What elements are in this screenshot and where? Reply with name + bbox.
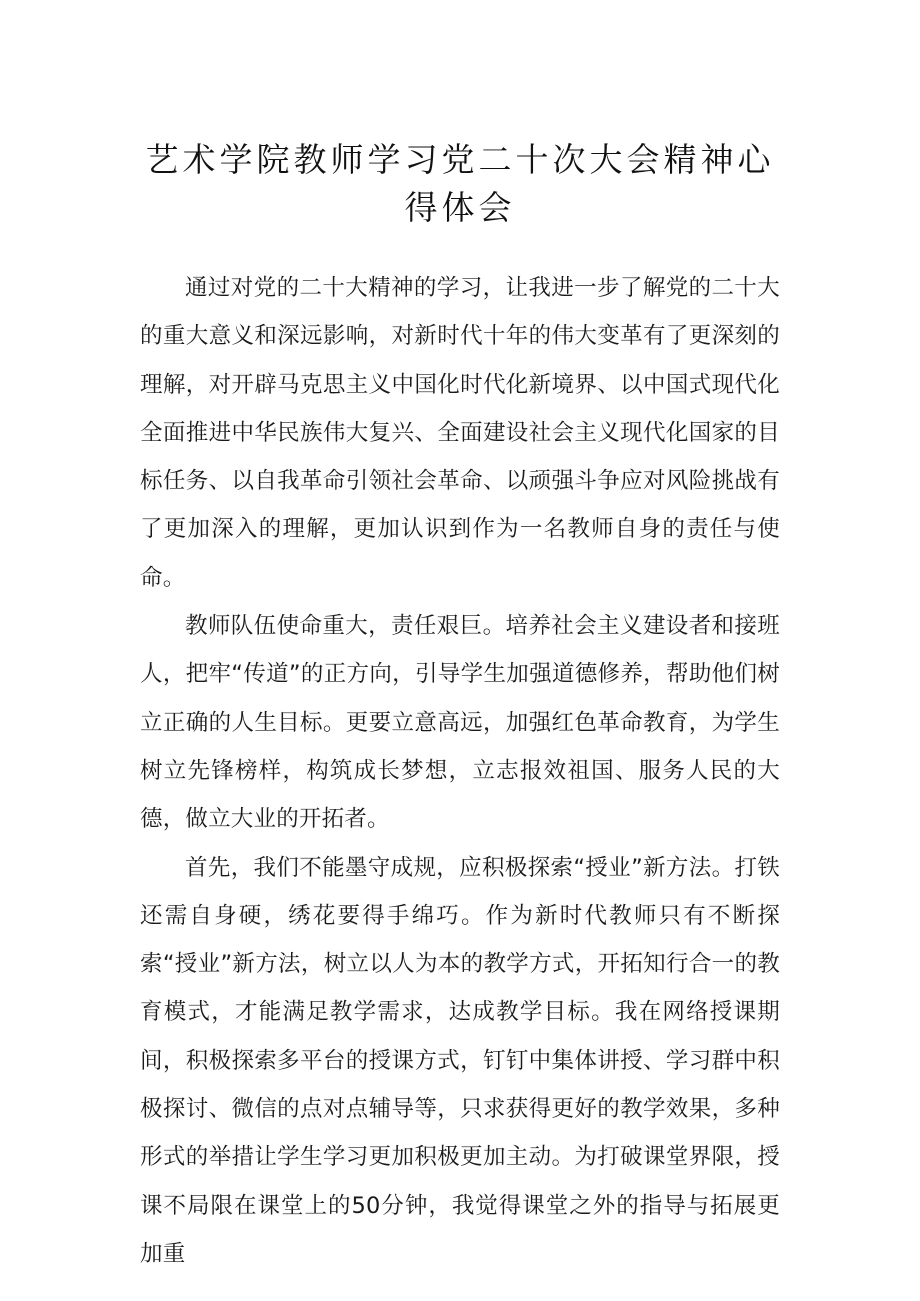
paragraph: 首先，我们不能墨守成规，应积极探索“授业”新方法。打铁还需自身硬，绣花要得手绵巧。作为新时代教师只有不断探索“授业”新方法，树立以人为本的教学方式，开拓知行合一的教育模式，才能满足教学需求，达成教学目标。我在网络授课期间，积极探索多平台的授课方式，钉钉中集体讲授、学习群中积极探讨、微信的点对点辅导等，只求获得更好的教学效果，多种形式的举措让学生学习更加积极更加主动。为打破课堂界限，授课不局限在课堂上的50分钟，我觉得课堂之外的指导与拓展更加重 [140, 854, 780, 1267]
paragraph: 教师队伍使命重大，责任艰巨。培养社会主义建设者和接班人，把牢“传道”的正方向，引导学生加强道德修养，帮助他们树立正确的人生目标。更要立意高远，加强红色革命教育，为学生树立先锋榜样，构筑成长梦想，立志报效祖国、服务人民的大德，做立大业的开拓者。 [140, 613, 780, 833]
document-title: 艺术学院教师学习党二十次大会精神心得体会 [145, 140, 775, 227]
document-body [140, 264, 780, 1278]
paragraph: 通过对党的二十大精神的学习，让我进一步了解党的二十大的重大意义和深远影响，对新时代十年的伟大变革有了更深刻的理解，对开辟马克思主义中国化时代化新境界、以中国式现代化全面推进中华民族伟大复兴、全面建设社会主义现代化国家的目标任务、以自我革命引领社会革命、以顽强斗争应对风险挑战有了更加深入的理解，更加认识到作为一名教师自身的责任与使命。 [140, 275, 780, 591]
